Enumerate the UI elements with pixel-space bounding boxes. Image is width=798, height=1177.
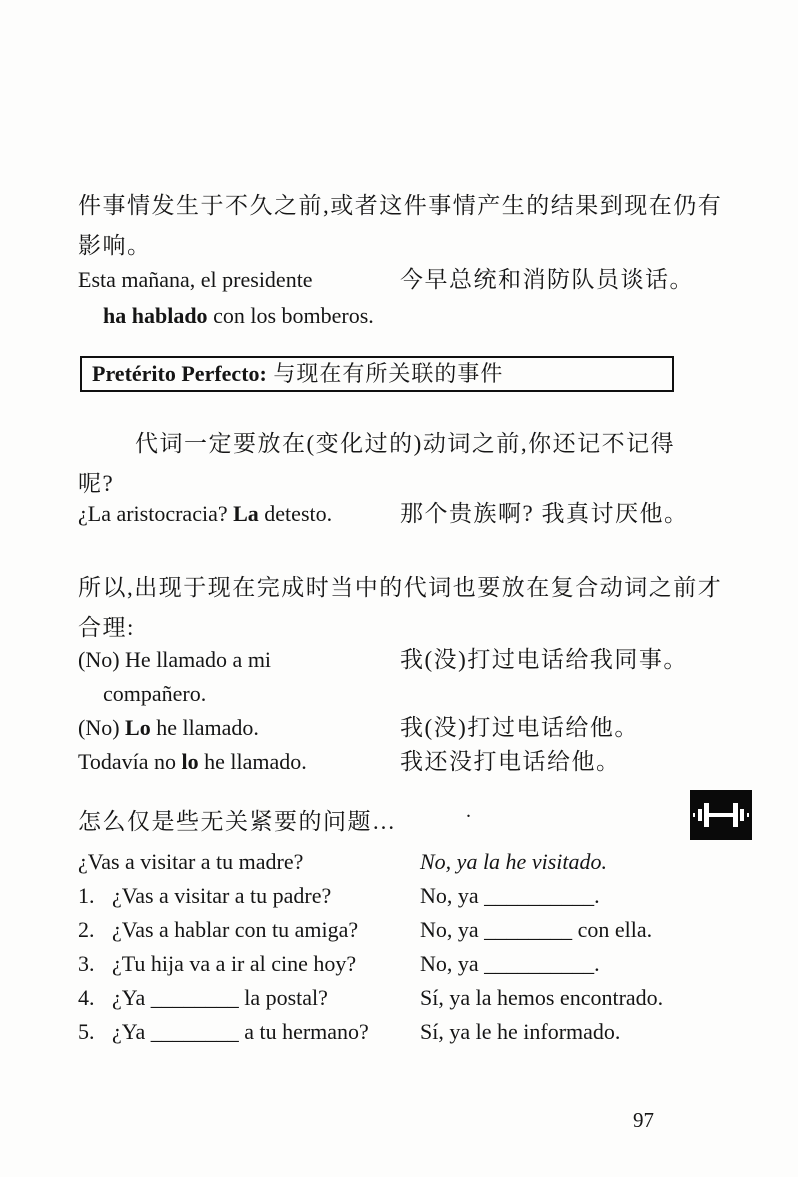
answer-with-blank: No, ya ________ con ella. <box>420 917 653 942</box>
chinese-translation: 我(没)打过电话给他。 <box>400 715 639 740</box>
pronoun-highlight: Lo <box>125 715 151 740</box>
exercise-question <box>78 845 420 879</box>
question-with-blank: ¿Ya ________ a tu hermano? <box>112 1019 369 1044</box>
question-text: ¿Vas a visitar a tu madre? <box>78 849 304 874</box>
example-row <box>78 711 730 745</box>
chinese-translation: 我还没打电话给他。 <box>400 749 621 774</box>
spanish-text: Todavía no <box>78 749 182 774</box>
example-presidente <box>78 262 730 334</box>
section-heading-box <box>80 356 674 392</box>
exercise-prompt: 怎么仅是些无关紧要的问题… <box>78 809 397 834</box>
dumbbell-icon <box>690 790 752 840</box>
exercise-row <box>78 879 758 913</box>
exercise-row <box>78 1015 758 1049</box>
spanish-text-rest: he llamado. <box>150 715 259 740</box>
pronoun-highlight: La <box>233 501 259 526</box>
spanish-line-rest: con los bomberos. <box>207 303 374 328</box>
example-presidente-spanish <box>78 262 400 334</box>
exercise-model-row <box>78 845 758 879</box>
page-number: 97 <box>633 1108 654 1132</box>
question-text: ¿Tu hija va a ir al cine hoy? <box>112 951 357 976</box>
heading-term: Pretérito Perfecto: <box>92 361 267 386</box>
example-llamado-block <box>78 643 730 779</box>
question-number: 4. <box>78 985 95 1010</box>
chinese-translation: 我(没)打过电话给我同事。 <box>400 647 688 672</box>
spanish-text: (No) <box>78 715 126 740</box>
spanish-text: ¿La aristocracia? <box>78 501 234 526</box>
pronoun-rule-line-1: 代词一定要放在(变化过的)动词之前,你还记不记得 <box>135 431 676 456</box>
answer-with-blank: No, ya __________. <box>420 951 600 976</box>
question-number: 5. <box>78 1019 95 1044</box>
pronoun-rule-paragraph <box>78 424 730 504</box>
spanish-text-rest: detesto. <box>258 501 333 526</box>
intro-line-2: 影响。 <box>78 233 152 258</box>
exercise-row <box>78 913 758 947</box>
pronoun-rule-line-2: 呢? <box>78 471 115 496</box>
exercise-model-answer: No, ya la he visitado. <box>420 849 607 874</box>
spanish-sentence <box>78 711 400 745</box>
spanish-sentence: (No) He llamado a mi <box>78 647 272 672</box>
example-row <box>78 745 730 779</box>
spanish-line: Esta mañana, el presidente <box>78 267 313 292</box>
exercise-marker <box>690 790 752 840</box>
exercise-row <box>78 981 758 1015</box>
spanish-sentence-continuation: compañero. <box>103 681 207 706</box>
exercise-question <box>78 1015 420 1049</box>
question-text: ¿Vas a hablar con tu amiga? <box>112 917 359 942</box>
question-number: 2. <box>78 917 95 942</box>
exercise-block <box>78 845 758 1049</box>
exercise-question <box>78 879 420 913</box>
perfect-tense-rule-paragraph <box>78 568 730 648</box>
spanish-text-rest: he llamado. <box>198 749 307 774</box>
question-number: 1. <box>78 883 95 908</box>
answer-text: Sí, ya la hemos encontrado. <box>420 985 664 1010</box>
exercise-question <box>78 913 420 947</box>
example-presidente-chinese: 今早总统和消防队员谈话。 <box>400 267 694 292</box>
heading-description: 与现在有所关联的事件 <box>266 361 504 386</box>
question-number: 3. <box>78 951 95 976</box>
exercise-question <box>78 947 420 981</box>
stray-mark: . <box>466 800 471 822</box>
example-row <box>78 643 730 677</box>
exercise-row <box>78 947 758 981</box>
intro-paragraph <box>78 186 730 266</box>
example-row <box>78 677 730 711</box>
answer-with-blank: No, ya __________. <box>420 883 600 908</box>
question-with-blank: ¿Ya ________ la postal? <box>112 985 328 1010</box>
spanish-sentence <box>78 745 400 779</box>
rule-line-1: 所以,出现于现在完成时当中的代词也要放在复合动词之前才 <box>78 575 723 600</box>
question-text: ¿Vas a visitar a tu padre? <box>112 883 332 908</box>
answer-text: Sí, ya le he informado. <box>420 1019 621 1044</box>
exercise-question <box>78 981 420 1015</box>
rule-line-2: 合理: <box>78 615 135 640</box>
pronoun-highlight: lo <box>181 749 199 774</box>
example-aristocracia <box>78 497 730 531</box>
intro-line-1: 件事情发生于不久之前,或者这件事情产生的结果到现在仍有 <box>78 193 723 218</box>
example-aristocracia-chinese: 那个贵族啊? 我真讨厌他。 <box>400 501 689 526</box>
verb-highlight: ha hablado <box>103 303 208 328</box>
example-aristocracia-spanish <box>78 497 400 531</box>
